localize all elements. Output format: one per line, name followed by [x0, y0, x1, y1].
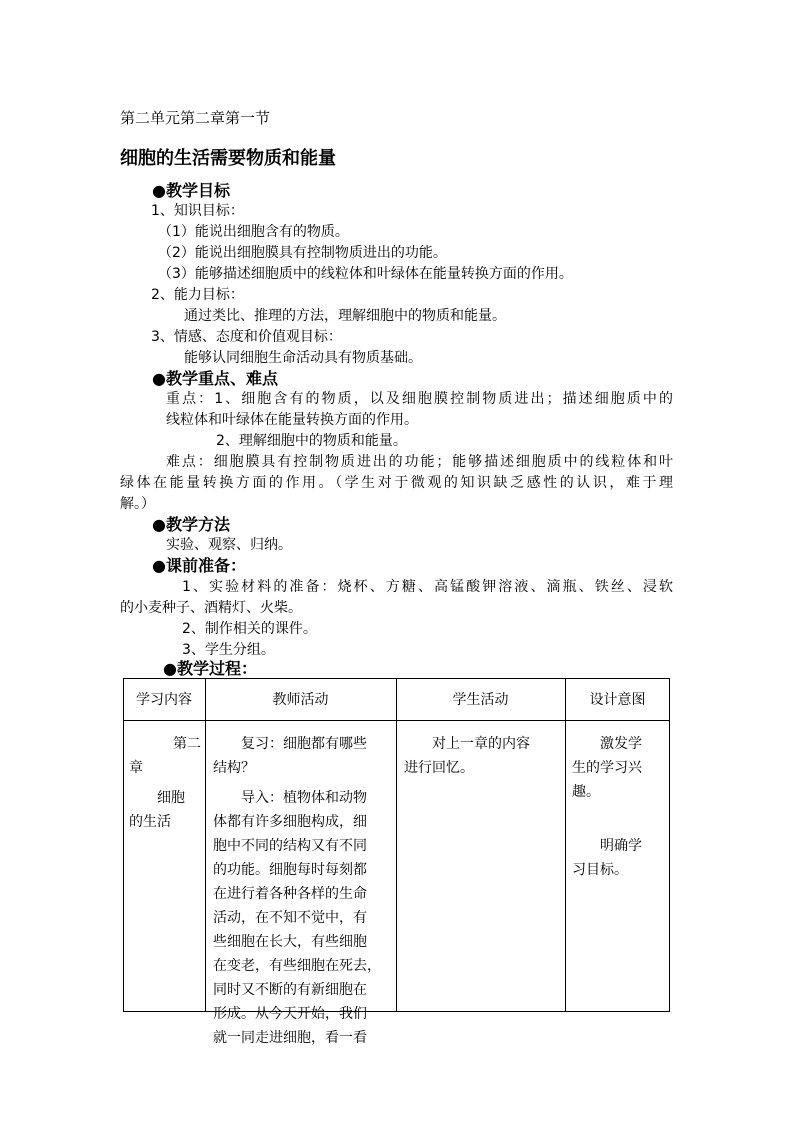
objective-item: （2）能说出细胞膜具有控制物质进出的功能。: [158, 245, 447, 261]
cell-line: 体都有许多细胞构成，细: [213, 814, 367, 830]
cell-line: 活动，在不知不觉中，有: [213, 910, 367, 926]
chapter-heading: 第二单元第二章第一节: [120, 109, 271, 127]
cell-line: 的功能。细胞每时每刻都: [213, 862, 367, 878]
objective-item: （1）能说出细胞含有的物质。: [158, 224, 349, 240]
methods-text: 实验、观察、归纳。: [166, 537, 292, 553]
table-column-divider: [396, 678, 397, 1012]
cell-line: 复习：细胞都有哪些: [241, 736, 367, 752]
difficulty-text: 难点：细胞膜具有控制物质进出的功能；能够描述细胞质中的线粒体和叶: [166, 454, 673, 470]
table-cell-teacher: [213, 732, 391, 1050]
key-point-text: 重点：1、细胞含有的物质，以及细胞膜控制物质进出；描述细胞质中的: [166, 391, 673, 407]
table-header-teacher: 教师活动: [272, 692, 329, 708]
cell-line: 明确学: [600, 838, 642, 854]
cell-line: 第二: [173, 736, 201, 752]
preparation-text: 3、学生分组。: [182, 642, 275, 658]
table-header-intent: 设计意图: [589, 692, 646, 708]
cell-line: 形成。从今天开始，我们: [213, 1006, 367, 1022]
objective-ability: 2、能力目标：: [151, 287, 244, 303]
cell-line: 进行回忆。: [404, 760, 474, 776]
cell-line: 就一同走进细胞，看一看: [213, 1030, 367, 1046]
table-column-divider: [205, 678, 206, 1012]
difficulty-text: 解。）: [120, 496, 155, 512]
table-header-student: 学生活动: [452, 692, 509, 708]
preparation-text: 的小麦种子、酒精灯、火柴。: [120, 600, 302, 616]
cell-line: 对上一章的内容: [432, 736, 530, 752]
table-header-content: 学习内容: [136, 692, 192, 708]
table-cell-student: [404, 732, 560, 780]
preparation-text: 1、实验材料的准备：烧杯、方糖、高锰酸钾溶液、滴瓶、铁丝、浸软: [182, 579, 673, 595]
cell-line: 胞中不同的结构又有不同: [213, 838, 367, 854]
cell-line: 激发学: [600, 736, 642, 752]
page-title: 细胞的生活需要物质和能量: [120, 148, 336, 169]
cell-line: 导入：植物体和动物: [241, 790, 367, 806]
cell-line: 结构？: [213, 760, 255, 776]
preparation-text: 2、制作相关的课件。: [182, 621, 317, 637]
cell-line: 在进行着各种各样的生命: [213, 886, 367, 902]
objective-item: （3）能够描述细胞质中的线粒体和叶绿体在能量转换方面的作用。: [158, 266, 573, 282]
cell-line: 的生活: [129, 814, 171, 830]
cell-line: 趣。: [572, 784, 600, 800]
cell-line: 些细胞在长大，有些细胞: [213, 934, 367, 950]
table-cell-content: [129, 732, 201, 834]
section-heading-objectives: ●教学目标: [152, 181, 230, 200]
table-cell-intent: [572, 732, 666, 882]
cell-line: 生的学习兴: [572, 760, 642, 776]
key-point-text: 2、理解细胞中的物质和能量。: [216, 433, 407, 449]
objective-knowledge: 1、知识目标：: [151, 203, 244, 219]
section-heading-process: ●教学过程：: [163, 659, 257, 678]
cell-line: 同时又不断的有新细胞在: [213, 982, 367, 998]
key-point-text: 线粒体和叶绿体在能量转换方面的作用。: [166, 412, 418, 428]
cell-line: 细胞: [157, 790, 185, 806]
objective-emotion: 3、情感、态度和价值观目标：: [151, 329, 342, 345]
objective-item: 通过类比、推理的方法，理解细胞中的物质和能量。: [184, 308, 506, 324]
section-heading-preparation: ●课前准备：: [152, 556, 246, 575]
table-column-divider: [565, 678, 566, 1012]
difficulty-text: 绿体在能量转换方面的作用。（学生对于微观的知识缺乏感性的认识，难于理: [120, 475, 673, 491]
section-heading-methods: ●教学方法: [152, 515, 230, 534]
section-heading-key-points: ●教学重点、难点: [152, 369, 278, 388]
cell-line: 章: [129, 760, 143, 776]
cell-line: 在变老，有些细胞在死去，: [213, 958, 381, 974]
process-table: [123, 678, 670, 1046]
objective-item: 能够认同细胞生命活动具有物质基础。: [184, 350, 422, 366]
cell-line: 习目标。: [572, 862, 628, 878]
